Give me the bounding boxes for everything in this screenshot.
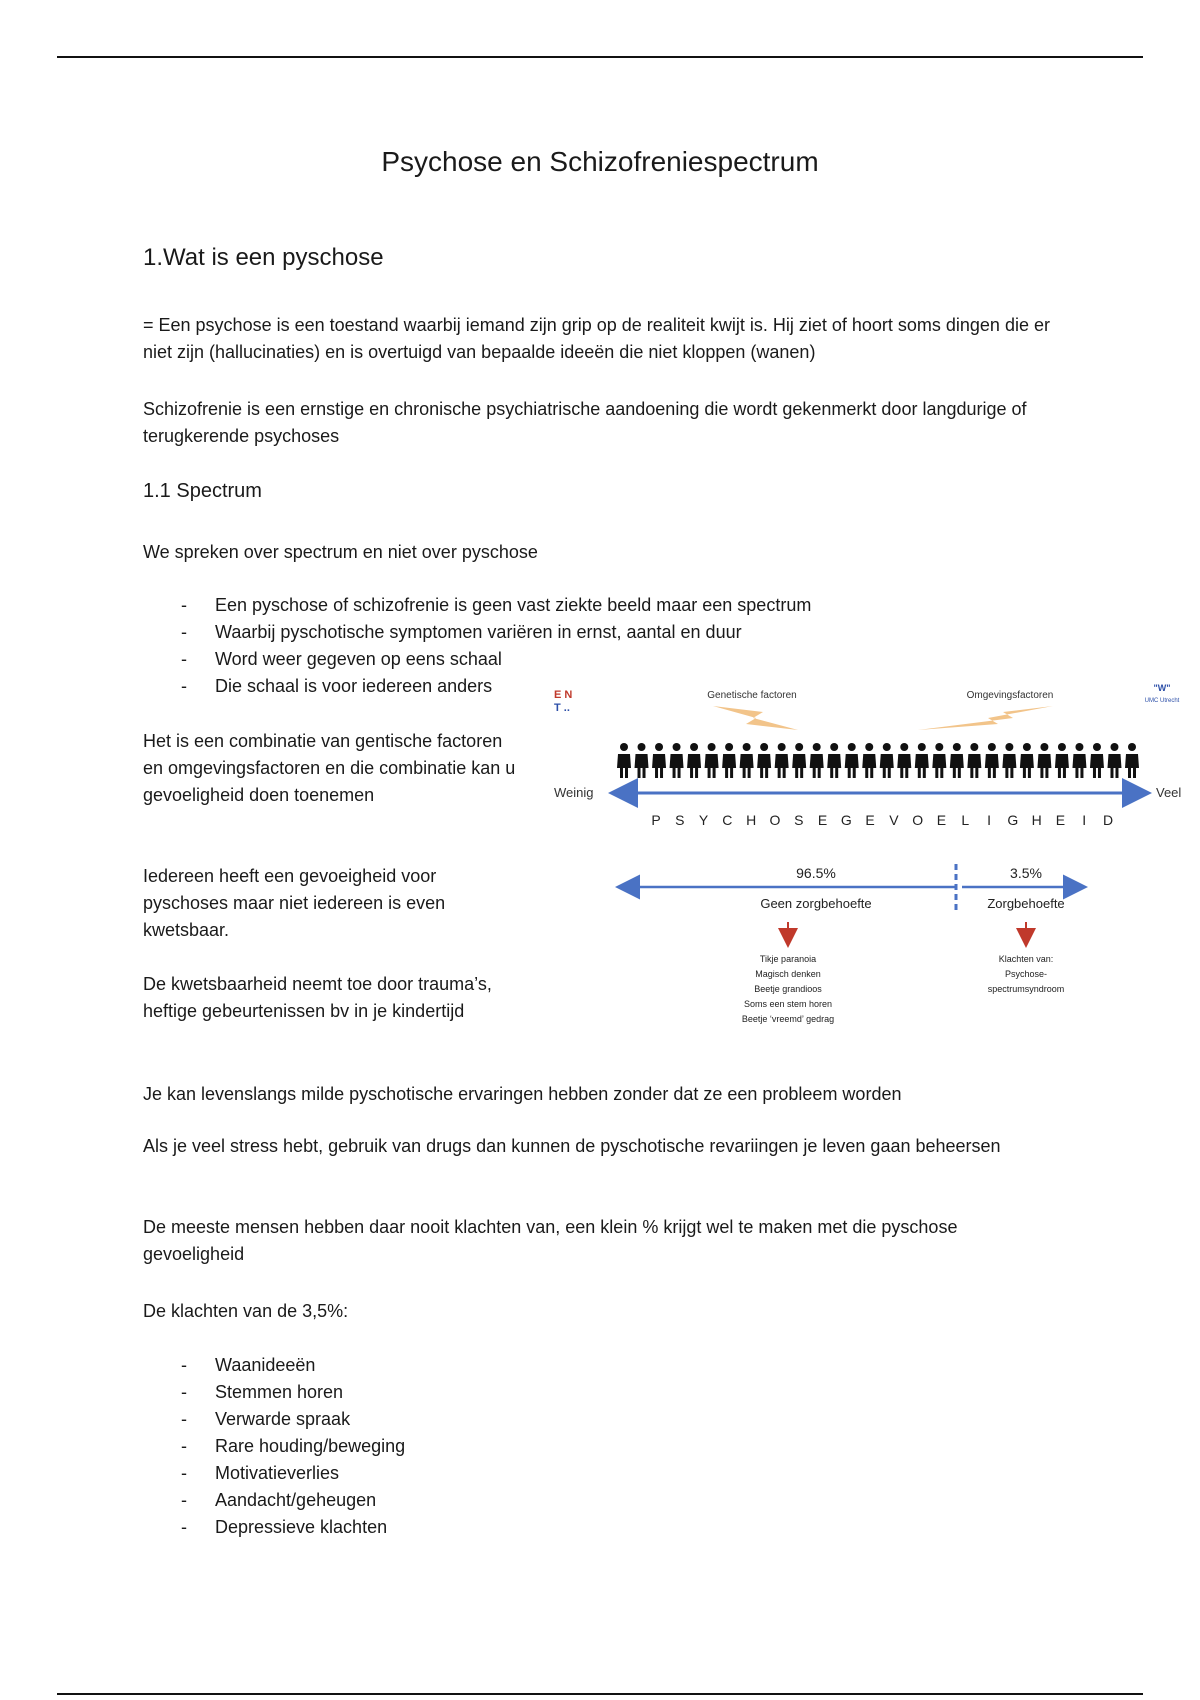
scale-letter: H (1031, 812, 1042, 828)
scale-letter: H (746, 812, 757, 828)
person-icon (617, 743, 631, 778)
stress-paragraph: Als je veel stress hebt, gebruik van drugs dan kunnen de pyschotische revariingen je leven gaan beheersen (143, 1136, 1001, 1156)
logo-right-bottom: UMC Utrecht (1144, 698, 1180, 704)
scale-letter: G (840, 812, 852, 828)
person-icon (915, 743, 929, 778)
person-icon (827, 743, 841, 778)
person-icon (635, 743, 649, 778)
levenslang-paragraph: Je kan levenslangs milde pyschotische ervaringen hebben zonder dat ze een probleem worden (143, 1084, 902, 1104)
person-icon (1002, 743, 1016, 778)
kwetsbaarheid-paragraph: De kwetsbaarheid neemt toe door trauma’s, heftige gebeurtenissen bv in je kindertijd (143, 974, 492, 1021)
list-item: - Word weer gegeven op eens schaal (181, 649, 502, 669)
scale-letter: E (817, 812, 828, 828)
footer-rule (57, 1693, 1143, 1695)
document-title: Psychose en Schizofreniespectrum (381, 146, 819, 177)
meeste-mensen-paragraph: De meeste mensen hebben daar nooit klachten van, een klein % krijgt wel te maken met die pyschose gevoeligheid (143, 1217, 958, 1264)
person-icon (722, 743, 736, 778)
scale-letter: C (722, 812, 733, 828)
person-icon (845, 743, 859, 778)
label-weinig: Weinig (554, 785, 594, 800)
list-item: - Stemmen horen (181, 1382, 344, 1402)
person-icon (687, 743, 701, 778)
scale-letter: D (1102, 812, 1114, 828)
scale-letter: O (912, 812, 924, 828)
person-icon (967, 743, 981, 778)
label-veel: Veel (1156, 785, 1182, 800)
scale-letter: V (889, 812, 899, 828)
bolt-left-icon (713, 706, 798, 730)
scale-word (651, 812, 1113, 828)
person-icon (1107, 743, 1121, 778)
scale-letter: I (1082, 812, 1087, 828)
person-icon (950, 743, 964, 778)
label-genetische-factoren: Genetische factoren (707, 690, 797, 701)
logo-left-bottom: T .. (554, 702, 570, 714)
scale-letter: O (769, 812, 781, 828)
scale-letter: P (651, 812, 661, 828)
person-icon (1090, 743, 1104, 778)
person-icon (1055, 743, 1069, 778)
logo-left-top: E N (554, 689, 573, 701)
pct-right: 3.5% (1010, 865, 1042, 881)
list-item: - Die schaal is voor iedereen anders (181, 676, 493, 696)
list-item: - Depressieve klachten (181, 1517, 388, 1537)
person-icon (880, 743, 894, 778)
spectrum-intro: We spreken over spectrum en niet over pyschose (143, 542, 538, 562)
scale-letter: Y (698, 812, 709, 828)
list-item: - Waanideeën (181, 1355, 316, 1375)
pct-left: 96.5% (796, 865, 836, 881)
left-item: Magisch denken (755, 969, 821, 979)
psychose-spectrum-figure (548, 678, 1192, 1038)
person-icon (652, 743, 666, 778)
person-icon (670, 743, 684, 778)
schizofrenie-paragraph: Schizofrenie is een ernstige en chronische psychiatrische aandoening die wordt gekenmerkt door langdurige of terugkerende psychoses (143, 399, 1027, 446)
scale-letter: E (1055, 812, 1066, 828)
person-icon (1037, 743, 1051, 778)
combinatie-paragraph: Het is een combinatie van gentische factoren en omgevingsfactoren en die combinatie kan u gevoeligheid doen toenemen (143, 731, 516, 805)
person-icon (757, 743, 771, 778)
list-item: - Rare houding/beweging (181, 1436, 406, 1456)
left-item: Tikje paranoia (759, 954, 817, 964)
left-item: Beetje grandioos (754, 984, 822, 994)
scale-letter: L (961, 812, 970, 828)
person-icon (862, 743, 876, 778)
section-heading-spectrum: 1.1 Spectrum (143, 480, 262, 502)
scale-letter: I (987, 812, 991, 828)
person-icon (1020, 743, 1034, 778)
section-heading-wat-is-psychose: 1.Wat is een pyschose (143, 244, 384, 271)
person-icon (740, 743, 754, 778)
list-item: - Motivatieverlies (181, 1463, 340, 1483)
list-item: - Waarbij pyschotische symptomen variëren in ernst, aantal en duur (181, 622, 742, 642)
scale-letter: S (794, 812, 804, 828)
person-icon (705, 743, 719, 778)
klachten-list (143, 1352, 405, 1541)
scale-letter: S (675, 812, 685, 828)
bolt-right-icon (918, 706, 1053, 730)
person-icon (1072, 743, 1086, 778)
list-item: - Aandacht/geheugen (181, 1490, 377, 1510)
left-item: Soms een stem horen (743, 999, 833, 1009)
person-icon (810, 743, 824, 778)
person-icon (775, 743, 789, 778)
people-row (617, 743, 1139, 778)
person-icon (1125, 743, 1139, 778)
person-icon (985, 743, 999, 778)
header-rule (57, 56, 1143, 58)
right-item: Psychose- (1004, 969, 1048, 979)
person-icon (932, 743, 946, 778)
label-zorgbehoefte: Zorgbehoefte (987, 896, 1065, 911)
list-item: - Verwarde spraak (181, 1409, 351, 1429)
scale-letter: G (1007, 812, 1019, 828)
scale-letter: E (936, 812, 947, 828)
person-icon (792, 743, 806, 778)
klachten-intro: De klachten van de 3,5%: (143, 1301, 349, 1321)
scale-letter: E (865, 812, 875, 828)
left-item: Beetje ‘vreemd’ gedrag (741, 1014, 835, 1024)
label-omgevingsfactoren: Omgevingsfactoren (966, 690, 1054, 701)
right-item: Klachten van: (998, 954, 1054, 964)
person-icon (897, 743, 911, 778)
right-item: spectrumsyndroom (987, 984, 1065, 994)
gevoeligheid-paragraph: Iedereen heeft een gevoeigheid voor pyschoses maar niet iedereen is even kwetsbaar. (143, 866, 446, 940)
definition-paragraph: = Een psychose is een toestand waarbij iemand zijn grip op de realiteit kwijt is. Hij ziet of hoort soms dingen die er niet zijn (hallucinaties) en is overtuigd van bepaalde ideeën die niet kloppen (wanen) (143, 315, 1050, 362)
logo-right-top: "W" (1153, 683, 1171, 693)
list-item: - Een pyschose of schizofrenie is geen vast ziekte beeld maar een spectrum (181, 595, 812, 615)
label-geen-zorgbehoefte: Geen zorgbehoefte (760, 896, 872, 911)
